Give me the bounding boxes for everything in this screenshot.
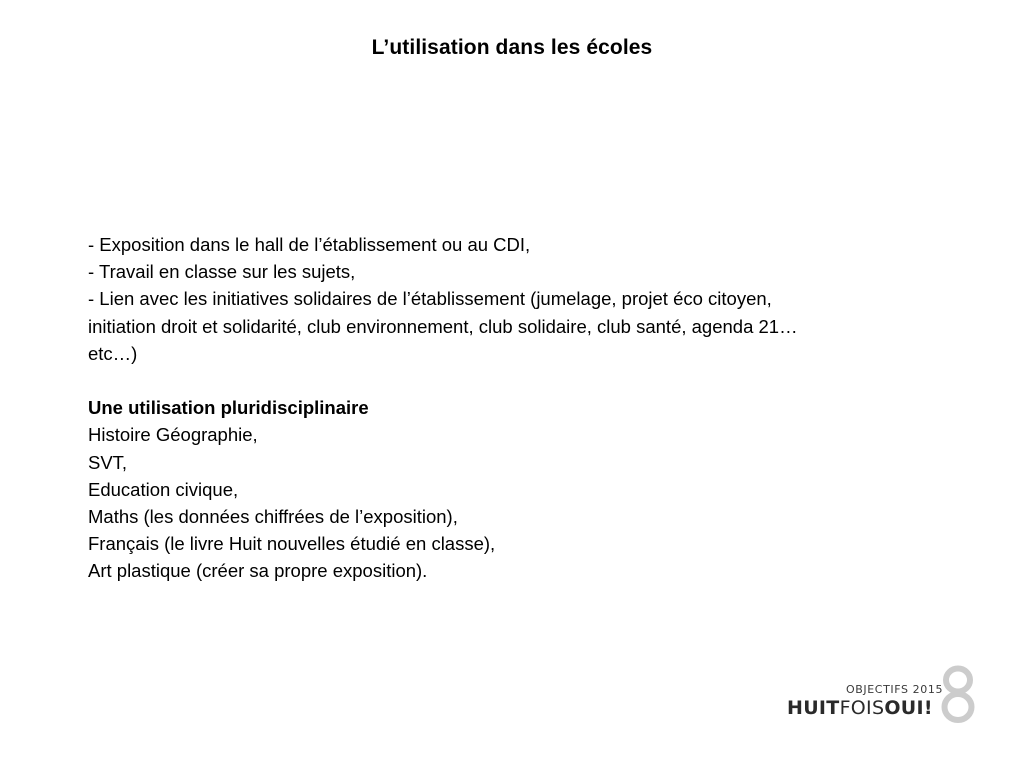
logo-word-fois: FOIS	[839, 697, 885, 719]
subject-item: Maths (les données chiffrées de l’exposition),	[88, 506, 458, 528]
figure-eight-icon	[940, 664, 976, 724]
paragraph-spacer	[88, 367, 978, 394]
subject-item: Art plastique (créer sa propre exposition).	[88, 560, 428, 582]
slide-body	[88, 231, 978, 585]
logo-word-huit: HUIT	[787, 697, 840, 719]
logo-word-oui: OUI!	[884, 697, 933, 719]
body-line: initiation droit et solidarité, club environnement, club solidaire, club santé, agenda 21…	[88, 315, 798, 337]
subject-item: Français (le livre Huit nouvelles étudié en classe),	[88, 533, 496, 555]
logo-wordmark	[787, 697, 933, 719]
subject-item: Histoire Géographie,	[88, 424, 258, 446]
logo-tagline: OBJECTIFS 2015	[846, 683, 944, 696]
body-line: - Exposition dans le hall de l’établissement ou au CDI,	[88, 234, 531, 255]
slide-title: L’utilisation dans les écoles	[371, 36, 653, 59]
body-line: - Lien avec les initiatives solidaires de l’établissement (jumelage, projet éco citoyen,	[88, 288, 772, 310]
subject-item: Education civique,	[88, 478, 239, 500]
huitfoisoui-logo	[780, 664, 980, 726]
subheading: Une utilisation pluridisciplinaire	[88, 397, 369, 419]
body-line: etc…)	[88, 342, 138, 364]
subject-item: SVT,	[88, 451, 128, 473]
body-line: - Travail en classe sur les sujets,	[88, 261, 356, 283]
